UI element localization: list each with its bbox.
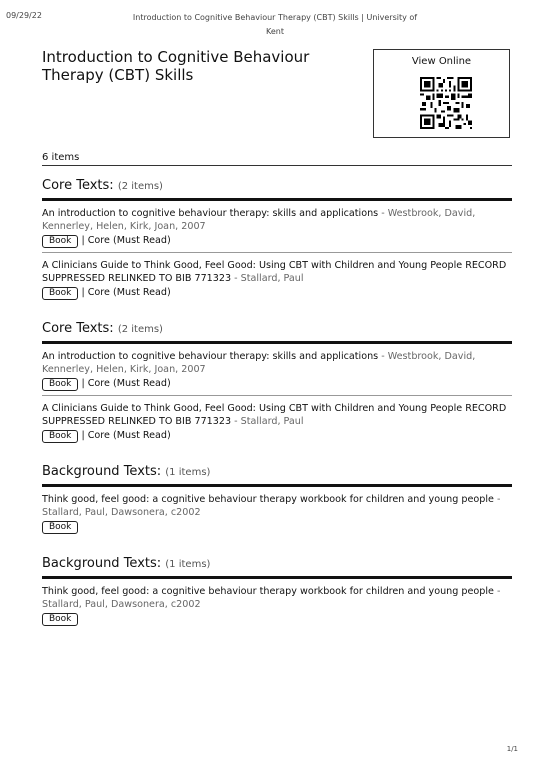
section-title: Background Texts: — [42, 556, 162, 571]
resource-type-badge: Book — [42, 521, 78, 534]
print-date: 09/29/22 — [6, 11, 42, 20]
section-header — [42, 178, 512, 194]
section-core-texts — [42, 178, 512, 304]
list-item — [42, 201, 512, 252]
list-item — [42, 579, 512, 630]
item-title-link[interactable]: An introduction to cognitive behaviour therapy: skills and applications — [42, 351, 379, 362]
resource-type-badge: Book — [42, 287, 78, 300]
item-authors: - Stallard, Paul, Dawsonera, c2002 — [42, 494, 501, 518]
section-count: (2 items) — [117, 181, 163, 192]
section-header — [42, 464, 512, 480]
item-authors: - Stallard, Paul — [231, 273, 304, 284]
section-title: Background Texts: — [42, 464, 162, 479]
qr-code-icon — [420, 77, 472, 129]
divider — [42, 165, 512, 166]
section-title: Core Texts: — [42, 321, 114, 336]
list-item — [42, 395, 512, 447]
importance-label: | Core (Must Read) — [78, 430, 171, 441]
section-header — [42, 556, 512, 572]
list-item — [42, 344, 512, 395]
item-title-link[interactable]: A Clinicians Guide to Think Good, Feel Good: Using CBT with Children and Young People RECORD SUPPRESSED RELINKED TO BIB 771323 — [42, 403, 507, 427]
section-count: (1 items) — [165, 559, 211, 570]
item-title-link[interactable]: A Clinicians Guide to Think Good, Feel Good: Using CBT with Children and Young People RECORD SUPPRESSED RELINKED TO BIB 771323 — [42, 260, 507, 284]
page-title: Introduction to Cognitive Behaviour Therapy (CBT) Skills — [42, 48, 310, 84]
resource-type-badge: Book — [42, 378, 78, 391]
resource-type-badge: Book — [42, 613, 78, 626]
section-core-texts — [42, 321, 512, 447]
resource-type-badge: Book — [42, 430, 78, 443]
section-background-texts — [42, 464, 512, 538]
resource-type-badge: Book — [42, 235, 78, 248]
importance-label: | Core (Must Read) — [78, 287, 171, 298]
importance-label: | Core (Must Read) — [78, 235, 171, 246]
section-count: (1 items) — [165, 467, 211, 478]
section-count: (2 items) — [117, 324, 163, 335]
item-title-link[interactable]: An introduction to cognitive behaviour therapy: skills and applications — [42, 208, 379, 219]
list-item — [42, 487, 512, 538]
item-title-link[interactable]: Think good, feel good: a cognitive behaviour therapy workbook for children and young people — [42, 586, 494, 597]
item-authors: - Stallard, Paul, Dawsonera, c2002 — [42, 586, 501, 610]
item-authors: - Westbrook, David, Kennerley, Helen, Kirk, Joan, 2007 — [42, 208, 476, 232]
item-title-link[interactable]: Think good, feel good: a cognitive behaviour therapy workbook for children and young people — [42, 494, 494, 505]
list-item — [42, 252, 512, 304]
section-header — [42, 321, 512, 337]
item-authors: - Westbrook, David, Kennerley, Helen, Kirk, Joan, 2007 — [42, 351, 476, 375]
view-online-box[interactable] — [373, 49, 510, 138]
item-authors: - Stallard, Paul — [231, 416, 304, 427]
importance-label: | Core (Must Read) — [78, 378, 171, 389]
view-online-label: View Online — [411, 56, 472, 67]
page-number: 1/1 — [506, 745, 518, 753]
item-count: 6 items — [42, 152, 80, 163]
section-title: Core Texts: — [42, 178, 114, 193]
print-header-title: Introduction to Cognitive Behaviour Therapy (CBT) Skills | University of Kent — [132, 13, 418, 36]
section-background-texts — [42, 556, 512, 630]
